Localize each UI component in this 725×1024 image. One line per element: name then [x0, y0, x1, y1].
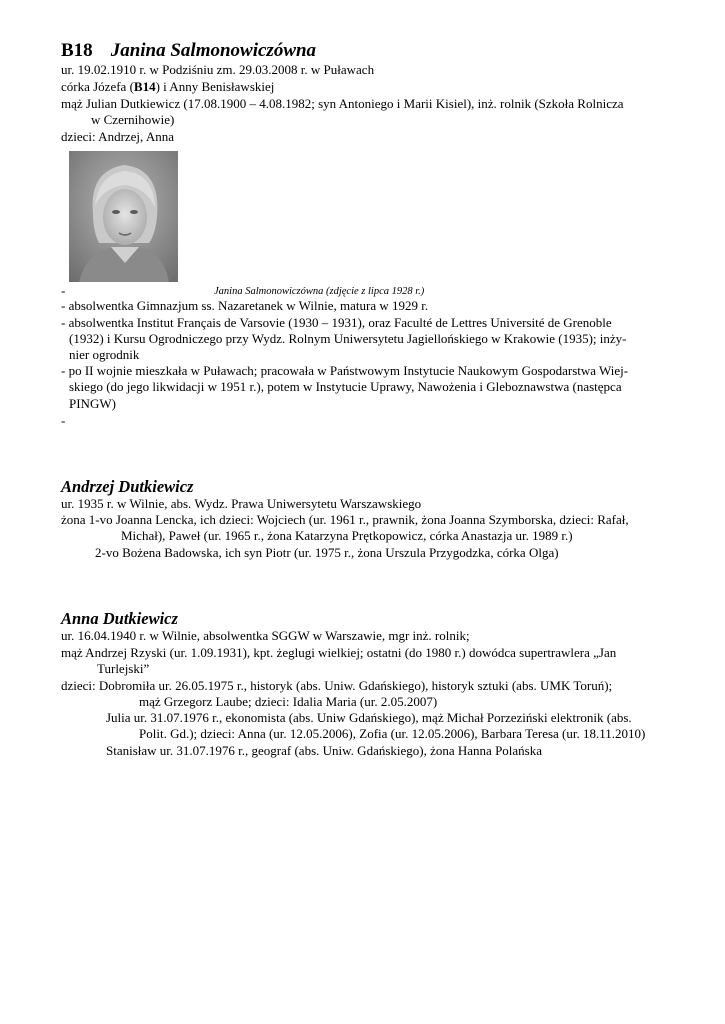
photo-caption: Janina Salmonowiczówna (zdjęcie z lipca 1928 r.) [214, 286, 425, 297]
bio-line: (1932) i Kursu Ogrodniczego przy Wydz. Rolnym Uniwersytetu Jagiellońskiego w Krakowie (1935); inży- [69, 331, 627, 346]
birth-death-line: ur. 19.02.1910 r. w Podziśniu zm. 29.03.2008 r. w Puławach [61, 62, 375, 77]
anna-line: mąż Grzegorz Laube; dzieci: Idalia Maria (ur. 2.05.2007) [139, 694, 438, 709]
portrait-photo [69, 151, 178, 282]
bio-line: skiego (do jego likwidacji w 1951 r.), potem w Instytucie Uprawy, Nawożenia i Gleboznawstwa (następca [69, 379, 622, 394]
bio-line: - [61, 413, 66, 428]
andrzej-line: Michał), Paweł (ur. 1965 r., żona Katarzyna Prętkopowicz, córka Anastazja ur. 1989 r.) [121, 528, 573, 543]
andrzej-line: żona 1-vo Joanna Lencka, ich dzieci: Wojciech (ur. 1961 r., prawnik, żona Joanna Szymborska, dzieci: Rafał, [61, 512, 629, 527]
entry-code: B18 [61, 40, 93, 61]
children-line: dzieci: Andrzej, Anna [61, 129, 174, 144]
section-heading-andrzej: Andrzej Dutkiewicz [61, 477, 194, 496]
andrzej-line: 2-vo Bożena Badowska, ich syn Piotr (ur. 1975 r., żona Urszula Przygodzka, córka Olga) [95, 545, 559, 560]
entry-name: Janina Salmonowiczówna [110, 40, 317, 61]
bio-line: - absolwentka Institut Français de Varsovie (1930 – 1931), oraz Faculté de Lettres Université de Grenoble [61, 315, 612, 330]
bio-line: - po II wojnie mieszkała w Puławach; pracowała w Państwowym Instytucie Naukowym Gospodarstwa Wiej- [61, 363, 629, 378]
husband-line: mąż Julian Dutkiewicz (17.08.1900 – 4.08.1982; syn Antoniego i Marii Kisiel), inż. rolnik (Szkoła Rolnicza [61, 96, 624, 111]
section-heading-anna: Anna Dutkiewicz [61, 609, 178, 628]
bio-line: PINGW) [69, 396, 116, 411]
anna-line: ur. 16.04.1940 r. w Wilnie, absolwentka SGGW w Warszawie, mgr inż. rolnik; [61, 628, 470, 643]
anna-line: Polit. Gd.); dzieci: Anna (ur. 12.05.2006), Zofia (ur. 12.05.2006), Barbara Teresa (ur. 18.11.2010) [139, 726, 646, 741]
anna-line: Turlejski” [97, 661, 150, 676]
bio-line: nier ogrodnik [69, 347, 140, 362]
husband-line-cont: w Czernihowie) [91, 112, 175, 127]
bio-line: - absolwentka Gimnazjum ss. Nazaretanek w Wilnie, matura w 1929 r. [61, 298, 429, 313]
caption-dash: - [61, 283, 66, 298]
anna-line: Stanisław ur. 31.07.1976 r., geograf (abs. Uniw. Gdańskiego), żona Hanna Polańska [106, 743, 543, 758]
entry-heading [61, 40, 316, 62]
anna-line: dzieci: Dobromiła ur. 26.05.1975 r., historyk (abs. Uniw. Gdańskiego), historyk sztuki (abs. UMK Toruń); [61, 678, 613, 693]
parents-line: córka Józefa (B14) i Anny Benisławskiej [61, 79, 275, 94]
andrzej-line: ur. 1935 r. w Wilnie, abs. Wydz. Prawa Uniwersytetu Warszawskiego [61, 496, 422, 511]
parent-ref: B14 [133, 79, 156, 94]
anna-line: Julia ur. 31.07.1976 r., ekonomista (abs. Uniw Gdańskiego), mąż Michał Porzeziński elektronik (abs. [106, 710, 632, 725]
anna-line: mąż Andrzej Rzyski (ur. 1.09.1931), kpt. żeglugi wielkiej; ostatni (do 1980 r.) dowódca supertrawlera „Jan [61, 645, 617, 660]
